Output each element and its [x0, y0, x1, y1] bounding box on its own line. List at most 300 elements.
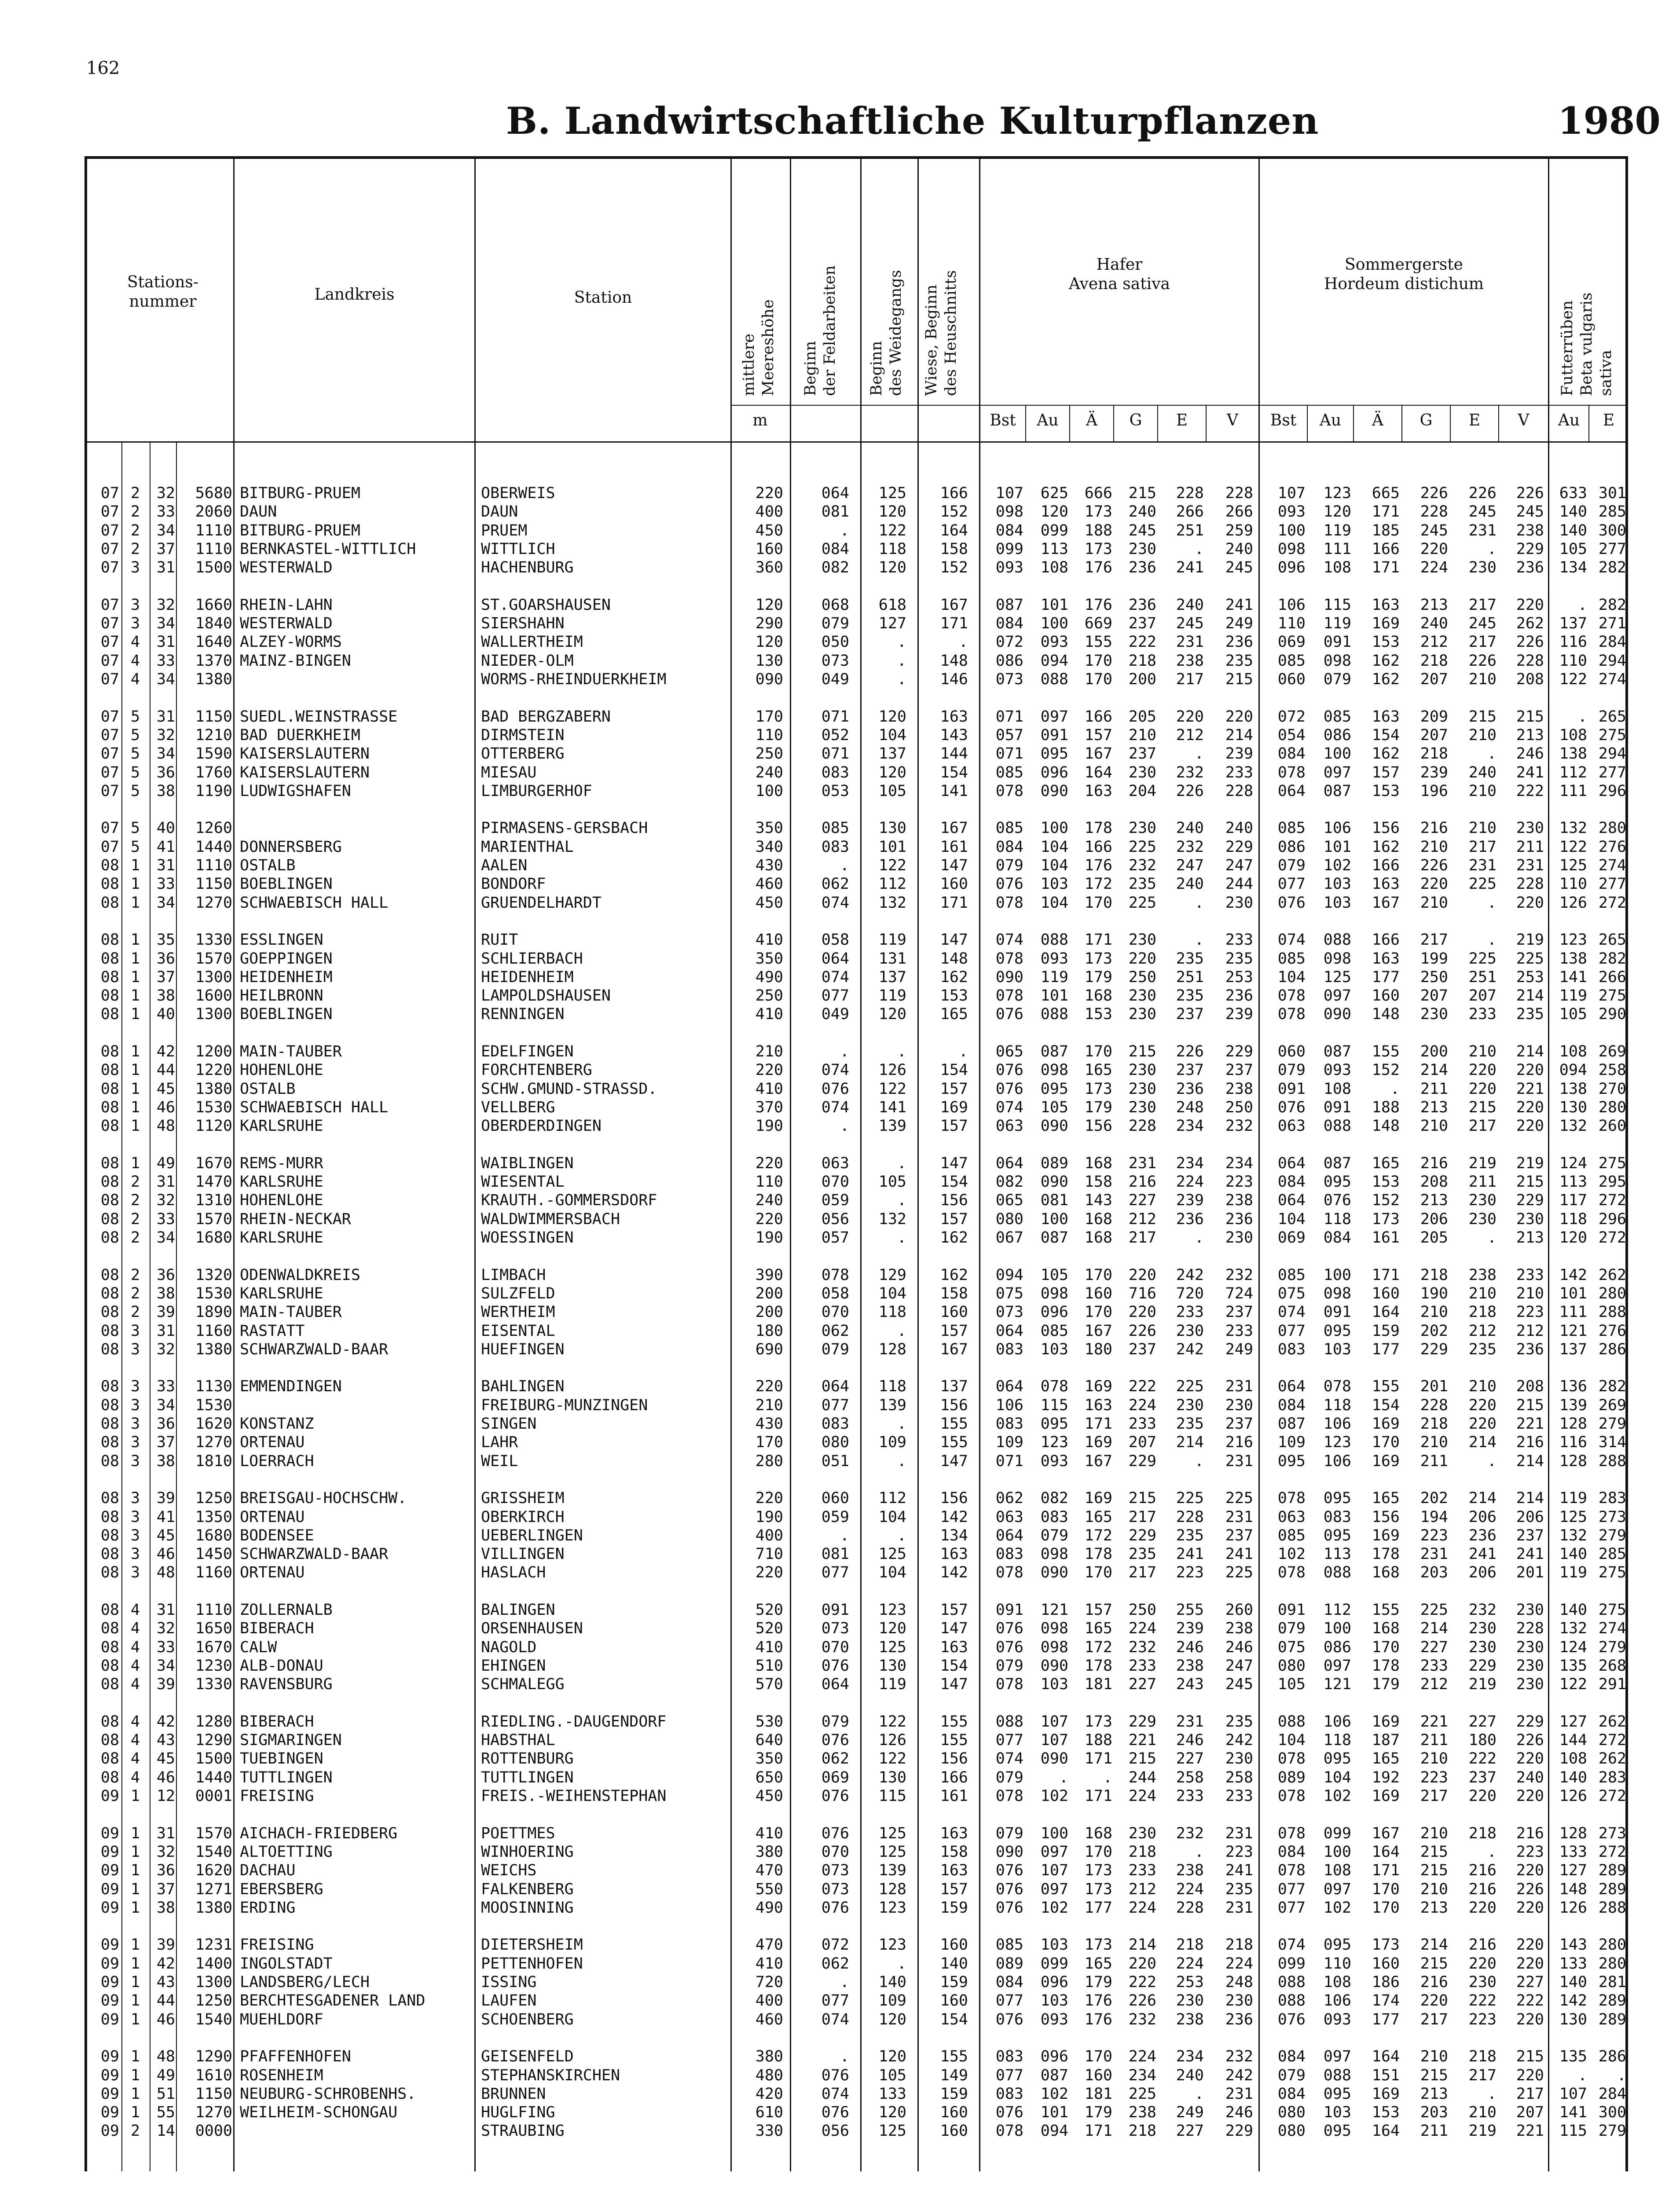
- cell-heuschnitt: 155: [940, 2048, 968, 2066]
- cell-hafer-v: 241: [1225, 596, 1253, 614]
- cell-region-code: 4: [130, 1657, 140, 1675]
- cell-district-code: 31: [156, 1173, 175, 1191]
- cell-landkreis: HEILBRONN: [240, 987, 323, 1005]
- cell-hafer-ae: 169: [1084, 1489, 1112, 1507]
- cell-gerste-ae: 168: [1372, 1564, 1400, 1582]
- cell-rueben-e: 291: [1598, 1676, 1626, 1694]
- cell-gerste-g: 215: [1420, 1954, 1448, 1973]
- cell-meereshoehe: 220: [755, 1061, 783, 1079]
- cell-gerste-v: 230: [1516, 1638, 1544, 1656]
- cell-district-code: 32: [156, 1843, 175, 1861]
- cell-hafer-ae: 669: [1084, 615, 1112, 633]
- cell-weidegang: 120: [878, 1620, 906, 1638]
- cell-gerste-au: 102: [1323, 1899, 1351, 1917]
- cell-region-code: 5: [130, 708, 140, 726]
- cell-meereshoehe: 290: [755, 615, 783, 633]
- cell-hafer-au: 101: [1040, 2104, 1068, 2122]
- cell-rueben-au: 116: [1559, 633, 1587, 651]
- cell-station: FREIBURG-MUNZINGEN: [481, 1396, 648, 1414]
- cell-gerste-au: 103: [1323, 894, 1351, 912]
- cell-landkreis: LUDWIGSHAFEN: [240, 782, 351, 800]
- cell-hafer-au: 101: [1040, 596, 1068, 614]
- cell-rueben-au: 128: [1559, 1824, 1587, 1842]
- cell-land-code: 07: [100, 763, 119, 781]
- cell-gerste-e: .: [1487, 2085, 1497, 2103]
- cell-hafer-bst: 076: [995, 1862, 1023, 1880]
- table-row: [0, 1005, 1680, 1023]
- cell-hafer-v: 258: [1225, 1768, 1253, 1786]
- cell-station-code: 1150: [195, 2085, 232, 2103]
- cell-gerste-g: 203: [1420, 2104, 1448, 2122]
- cell-gerste-e: 225: [1468, 875, 1497, 893]
- cell-station-code: 1130: [195, 1378, 232, 1396]
- cell-gerste-bst: 084: [1277, 1843, 1306, 1861]
- cell-feldarbeiten: 071: [821, 745, 849, 763]
- cell-station: ORSENHAUSEN: [481, 1620, 583, 1638]
- cell-hafer-ae: 157: [1084, 726, 1112, 744]
- cell-gerste-bst: 078: [1277, 1787, 1306, 1805]
- cell-meereshoehe: 450: [755, 1787, 783, 1805]
- cell-weidegang: 133: [878, 2085, 906, 2103]
- cell-gerste-bst: 105: [1277, 1676, 1306, 1694]
- cell-station: SINGEN: [481, 1415, 537, 1433]
- cell-gerste-ae: 153: [1372, 633, 1400, 651]
- cell-hafer-v: 246: [1225, 1638, 1253, 1656]
- cell-rueben-au: 113: [1559, 1173, 1587, 1191]
- cell-land-code: 08: [100, 1378, 119, 1396]
- cell-gerste-g: 250: [1420, 968, 1448, 986]
- cell-rueben-au: 125: [1559, 1508, 1587, 1526]
- cell-weidegang: 126: [878, 1061, 906, 1079]
- cell-land-code: 07: [100, 633, 119, 651]
- cell-rueben-e: 272: [1598, 1843, 1626, 1861]
- cell-gerste-au: 097: [1323, 987, 1351, 1005]
- cell-hafer-v: 223: [1225, 1173, 1253, 1191]
- cell-hafer-g: 232: [1128, 857, 1156, 874]
- cell-gerste-au: 118: [1323, 1396, 1351, 1414]
- table-row: [0, 1787, 1680, 1805]
- cell-landkreis: SUEDL.WEINSTRASSE: [240, 708, 398, 726]
- cell-feldarbeiten: 073: [821, 652, 849, 670]
- cell-station-code: 1300: [195, 1005, 232, 1023]
- cell-heuschnitt: 160: [940, 875, 968, 893]
- cell-gerste-g: 239: [1420, 763, 1448, 781]
- cell-gerste-e: 235: [1468, 1340, 1497, 1358]
- cell-land-code: 08: [100, 1043, 119, 1060]
- cell-feldarbeiten: 058: [821, 931, 849, 949]
- cell-hafer-au: 093: [1040, 2010, 1068, 2028]
- cell-gerste-ae: 171: [1372, 503, 1400, 521]
- cell-hafer-v: 244: [1225, 875, 1253, 893]
- cell-hafer-v: 245: [1225, 559, 1253, 577]
- cell-hafer-ae: 168: [1084, 1824, 1112, 1842]
- cell-district-code: 37: [156, 968, 175, 986]
- cell-hafer-g: 207: [1128, 1434, 1156, 1452]
- cell-gerste-au: 086: [1323, 1638, 1351, 1656]
- cell-gerste-e: 233: [1468, 1005, 1497, 1023]
- cell-gerste-v: 215: [1516, 2048, 1544, 2066]
- cell-hafer-e: 226: [1176, 782, 1204, 800]
- cell-heuschnitt: 137: [940, 1378, 968, 1396]
- cell-gerste-ae: 162: [1372, 838, 1400, 856]
- cell-gerste-bst: 086: [1277, 838, 1306, 856]
- cell-hafer-ae: 170: [1084, 1843, 1112, 1861]
- cell-station-code: 1570: [195, 1210, 232, 1228]
- cell-hafer-g: 230: [1128, 819, 1156, 837]
- cell-land-code: 08: [100, 1415, 119, 1433]
- cell-feldarbeiten: 060: [821, 1489, 849, 1507]
- cell-gerste-v: 237: [1516, 1526, 1544, 1544]
- cell-hafer-ae: 173: [1084, 1712, 1112, 1731]
- cell-heuschnitt: 147: [940, 931, 968, 949]
- cell-gerste-v: 219: [1516, 931, 1544, 949]
- cell-gerste-ae: 188: [1372, 1098, 1400, 1116]
- header-hafer: Hafer Avena sativa: [1069, 256, 1170, 293]
- cell-weidegang: 104: [878, 1284, 906, 1302]
- cell-hafer-bst: 076: [995, 1880, 1023, 1898]
- cell-hafer-e: 235: [1176, 1526, 1204, 1544]
- cell-weidegang: .: [897, 1192, 906, 1210]
- table-row: [0, 1098, 1680, 1117]
- cell-region-code: 4: [130, 652, 140, 670]
- cell-hafer-g: 230: [1128, 763, 1156, 781]
- cell-land-code: 08: [100, 1564, 119, 1582]
- cell-gerste-bst: 096: [1277, 559, 1306, 577]
- cell-hafer-au: 115: [1040, 1396, 1068, 1414]
- cell-hafer-v: 234: [1225, 1154, 1253, 1172]
- cell-hafer-e: 228: [1176, 1899, 1204, 1917]
- cell-rueben-e: 285: [1598, 1545, 1626, 1563]
- cell-gerste-v: 220: [1516, 1750, 1544, 1768]
- cell-gerste-au: 085: [1323, 708, 1351, 726]
- cell-hafer-au: 082: [1040, 1489, 1068, 1507]
- cell-hafer-v: 233: [1225, 1322, 1253, 1340]
- cell-rueben-au: 137: [1559, 615, 1587, 633]
- cell-hafer-bst: 076: [995, 1899, 1023, 1917]
- cell-gerste-e: 236: [1468, 1526, 1497, 1544]
- cell-station-code: 0001: [195, 1787, 232, 1805]
- cell-hafer-au: 625: [1040, 484, 1068, 502]
- cell-hafer-v: 724: [1225, 1284, 1253, 1302]
- cell-feldarbeiten: 073: [821, 1620, 849, 1638]
- cell-district-code: 36: [156, 950, 175, 968]
- hafer-sub-ae: Ä: [1086, 411, 1097, 429]
- cell-hafer-v: 248: [1225, 1973, 1253, 1991]
- cell-gerste-e: 212: [1468, 1322, 1497, 1340]
- cell-heuschnitt: 166: [940, 1768, 968, 1786]
- cell-weidegang: .: [897, 1154, 906, 1172]
- cell-gerste-ae: 177: [1372, 968, 1400, 986]
- cell-land-code: 08: [100, 931, 119, 949]
- cell-hafer-e: .: [1194, 894, 1204, 912]
- cell-hafer-bst: 071: [995, 1452, 1023, 1470]
- cell-hafer-e: 240: [1176, 2066, 1204, 2084]
- cell-gerste-g: 218: [1420, 1415, 1448, 1433]
- cell-hafer-g: 221: [1128, 1731, 1156, 1749]
- cell-heuschnitt: 158: [940, 1843, 968, 1861]
- cell-hafer-bst: 074: [995, 1750, 1023, 1768]
- table-row: [0, 1303, 1680, 1321]
- cell-landkreis: KARLSRUHE: [240, 1117, 323, 1135]
- cell-heuschnitt: 163: [940, 1545, 968, 1563]
- cell-region-code: 5: [130, 763, 140, 781]
- cell-station: WERTHEIM: [481, 1303, 555, 1321]
- cell-weidegang: 115: [878, 1787, 906, 1805]
- table-row: [0, 1117, 1680, 1135]
- cell-hafer-v: 241: [1225, 1545, 1253, 1563]
- cell-hafer-au: 094: [1040, 652, 1068, 670]
- cell-hafer-v: 235: [1225, 1712, 1253, 1731]
- cell-heuschnitt: 171: [940, 615, 968, 633]
- cell-feldarbeiten: 079: [821, 1712, 849, 1731]
- cell-rueben-e: 275: [1598, 726, 1626, 744]
- cell-station-code: 1250: [195, 1992, 232, 2010]
- cell-station-code: 1570: [195, 1824, 232, 1842]
- header-heuschnitt: Wiese, Beginn des Heuschnitts: [923, 270, 960, 396]
- table-row: [0, 1619, 1680, 1638]
- cell-hafer-ae: 171: [1084, 931, 1112, 949]
- cell-gerste-g: 207: [1420, 726, 1448, 744]
- cell-meereshoehe: 200: [755, 1303, 783, 1321]
- cell-weidegang: 130: [878, 1768, 906, 1786]
- table-row: [0, 1322, 1680, 1340]
- cell-gerste-ae: 160: [1372, 1954, 1400, 1973]
- cell-landkreis: RHEIN-NECKAR: [240, 1210, 351, 1228]
- cell-meereshoehe: 130: [755, 652, 783, 670]
- cell-hafer-au: 103: [1040, 1936, 1068, 1954]
- cell-hafer-g: 216: [1128, 1173, 1156, 1191]
- cell-hafer-bst: 064: [995, 1322, 1023, 1340]
- cell-heuschnitt: 147: [940, 1676, 968, 1694]
- cell-gerste-g: 211: [1420, 2122, 1448, 2140]
- cell-district-code: 42: [156, 1712, 175, 1731]
- cell-meereshoehe: 240: [755, 1192, 783, 1210]
- cell-station-code: 1590: [195, 745, 232, 763]
- cell-gerste-bst: 083: [1277, 1340, 1306, 1358]
- cell-district-code: 14: [156, 2122, 175, 2140]
- page-number: 162: [86, 58, 120, 78]
- cell-gerste-g: 203: [1420, 1564, 1448, 1582]
- cell-hafer-bst: 065: [995, 1043, 1023, 1060]
- cell-feldarbeiten: .: [840, 1117, 849, 1135]
- cell-land-code: 08: [100, 1545, 119, 1563]
- cell-gerste-bst: 063: [1277, 1508, 1306, 1526]
- cell-gerste-ae: 165: [1372, 1154, 1400, 1172]
- cell-rueben-au: 117: [1559, 1192, 1587, 1210]
- cell-rueben-e: 273: [1598, 1508, 1626, 1526]
- cell-station-code: 2060: [195, 503, 232, 521]
- cell-meereshoehe: 220: [755, 484, 783, 502]
- cell-hafer-ae: 163: [1084, 1396, 1112, 1414]
- cell-region-code: 3: [130, 615, 140, 633]
- cell-weidegang: 122: [878, 1080, 906, 1098]
- cell-district-code: 31: [156, 1601, 175, 1619]
- cell-landkreis: BREISGAU-HOCHSCHW.: [240, 1489, 407, 1507]
- cell-gerste-ae: 163: [1372, 875, 1400, 893]
- cell-district-code: 46: [156, 2010, 175, 2028]
- cell-gerste-e: 231: [1468, 857, 1497, 874]
- cell-gerste-au: 119: [1323, 615, 1351, 633]
- cell-heuschnitt: 156: [940, 1489, 968, 1507]
- cell-weidegang: .: [897, 1043, 906, 1060]
- cell-station: NAGOLD: [481, 1638, 537, 1656]
- cell-station: FREIS.-WEIHENSTEPHAN: [481, 1787, 667, 1805]
- cell-rueben-au: 140: [1559, 1973, 1587, 1991]
- cell-heuschnitt: 158: [940, 1284, 968, 1302]
- cell-gerste-v: 214: [1516, 987, 1544, 1005]
- cell-region-code: 1: [130, 894, 140, 912]
- cell-gerste-ae: 155: [1372, 1378, 1400, 1396]
- cell-station-code: 1220: [195, 1061, 232, 1079]
- cell-hafer-v: 247: [1225, 857, 1253, 874]
- cell-gerste-au: 118: [1323, 1210, 1351, 1228]
- cell-hafer-bst: 084: [995, 521, 1023, 539]
- cell-feldarbeiten: 074: [821, 1061, 849, 1079]
- cell-gerste-v: 230: [1516, 1601, 1544, 1619]
- cell-land-code: 07: [100, 671, 119, 688]
- hafer-sub-v: V: [1227, 411, 1238, 429]
- cell-hafer-ae: 173: [1084, 1936, 1112, 1954]
- table-row: [0, 540, 1680, 558]
- cell-hafer-e: 253: [1176, 1973, 1204, 1991]
- cell-gerste-e: 219: [1468, 1154, 1497, 1172]
- table-row: [0, 1954, 1680, 1973]
- cell-feldarbeiten: 052: [821, 726, 849, 744]
- cell-gerste-e: 251: [1468, 968, 1497, 986]
- cell-district-code: 48: [156, 1564, 175, 1582]
- cell-land-code: 08: [100, 1750, 119, 1768]
- cell-gerste-v: 214: [1516, 1452, 1544, 1470]
- cell-landkreis: BERNKASTEL-WITTLICH: [240, 540, 416, 558]
- cell-hafer-e: 239: [1176, 1192, 1204, 1210]
- cell-station: SCHOENBERG: [481, 2010, 574, 2028]
- cell-gerste-e: 210: [1468, 671, 1497, 688]
- cell-gerste-ae: 151: [1372, 2066, 1400, 2084]
- cell-hafer-e: 242: [1176, 1266, 1204, 1284]
- cell-station-code: 1380: [195, 1340, 232, 1358]
- cell-gerste-e: 220: [1468, 1954, 1497, 1973]
- cell-gerste-g: 225: [1420, 1601, 1448, 1619]
- cell-gerste-e: 220: [1468, 1396, 1497, 1414]
- cell-feldarbeiten: 073: [821, 1880, 849, 1898]
- cell-land-code: 09: [100, 2010, 119, 2028]
- cell-rueben-e: 276: [1598, 1322, 1626, 1340]
- cell-gerste-v: 220: [1516, 2010, 1544, 2028]
- cell-weidegang: 119: [878, 931, 906, 949]
- cell-gerste-ae: 163: [1372, 950, 1400, 968]
- cell-hafer-ae: 179: [1084, 1098, 1112, 1116]
- cell-hafer-bst: 078: [995, 1564, 1023, 1582]
- cell-hafer-ae: 153: [1084, 1005, 1112, 1023]
- cell-rueben-au: 141: [1559, 968, 1587, 986]
- cell-station-code: 1260: [195, 819, 232, 837]
- cell-hafer-bst: 071: [995, 745, 1023, 763]
- cell-heuschnitt: 163: [940, 1638, 968, 1656]
- cell-hafer-ae: 165: [1084, 1508, 1112, 1526]
- cell-station: HUEFINGEN: [481, 1340, 565, 1358]
- cell-hafer-au: 090: [1040, 1173, 1068, 1191]
- cell-meereshoehe: 250: [755, 987, 783, 1005]
- cell-rueben-e: 281: [1598, 1973, 1626, 1991]
- cell-meereshoehe: 340: [755, 838, 783, 856]
- cell-landkreis: SCHWAEBISCH HALL: [240, 1098, 389, 1116]
- cell-gerste-ae: 164: [1372, 1303, 1400, 1321]
- cell-hafer-bst: 099: [995, 540, 1023, 558]
- cell-hafer-ae: 165: [1084, 1620, 1112, 1638]
- cell-rueben-e: 272: [1598, 894, 1626, 912]
- cell-meereshoehe: 390: [755, 1266, 783, 1284]
- cell-feldarbeiten: 070: [821, 1173, 849, 1191]
- gerste-sub-e: E: [1468, 411, 1481, 429]
- cell-hafer-ae: 170: [1084, 671, 1112, 688]
- cell-district-code: 33: [156, 652, 175, 670]
- cell-region-code: 3: [130, 1396, 140, 1414]
- cell-land-code: 09: [100, 1824, 119, 1842]
- cell-district-code: 37: [156, 1880, 175, 1898]
- cell-hafer-g: 228: [1128, 1117, 1156, 1135]
- cell-hafer-e: 236: [1176, 1210, 1204, 1228]
- cell-hafer-ae: 177: [1084, 1899, 1112, 1917]
- cell-hafer-g: 230: [1128, 540, 1156, 558]
- cell-hafer-bst: 076: [995, 2010, 1023, 2028]
- cell-hafer-bst: 076: [995, 2104, 1023, 2122]
- header-sommergerste: Sommergerste Hordeum distichum: [1324, 256, 1484, 293]
- cell-gerste-bst: 054: [1277, 726, 1306, 744]
- cell-region-code: 4: [130, 1676, 140, 1694]
- cell-gerste-au: 079: [1323, 671, 1351, 688]
- cell-feldarbeiten: 062: [821, 1322, 849, 1340]
- cell-station: SCHLIERBACH: [481, 950, 583, 968]
- cell-meereshoehe: 170: [755, 708, 783, 726]
- cell-gerste-v: 228: [1516, 875, 1544, 893]
- hafer-sub-g: G: [1129, 411, 1142, 429]
- cell-region-code: 2: [130, 503, 140, 521]
- cell-heuschnitt: 160: [940, 2122, 968, 2140]
- cell-rueben-e: 282: [1598, 1378, 1626, 1396]
- cell-station-code: 1270: [195, 1434, 232, 1452]
- cell-gerste-au: 119: [1323, 521, 1351, 539]
- cell-region-code: 5: [130, 782, 140, 800]
- cell-weidegang: 141: [878, 1098, 906, 1116]
- cell-rueben-au: 126: [1559, 1899, 1587, 1917]
- cell-station: AALEN: [481, 857, 528, 874]
- cell-gerste-g: 213: [1420, 1192, 1448, 1210]
- cell-hafer-ae: 160: [1084, 2066, 1112, 2084]
- cell-station: PIRMASENS-GERSBACH: [481, 819, 648, 837]
- cell-gerste-v: 240: [1516, 1768, 1544, 1786]
- cell-heuschnitt: 167: [940, 596, 968, 614]
- cell-gerste-bst: 084: [1277, 1396, 1306, 1414]
- cell-meereshoehe: 690: [755, 1340, 783, 1358]
- cell-rueben-e: 284: [1598, 2085, 1626, 2103]
- cell-land-code: 08: [100, 857, 119, 874]
- cell-hafer-g: 217: [1128, 1508, 1156, 1526]
- cell-hafer-v: 228: [1225, 782, 1253, 800]
- cell-meereshoehe: 360: [755, 559, 783, 577]
- cell-hafer-au: 104: [1040, 857, 1068, 874]
- cell-station: RUIT: [481, 931, 518, 949]
- cell-land-code: 08: [100, 1712, 119, 1731]
- cell-hafer-au: 099: [1040, 521, 1068, 539]
- cell-gerste-g: 190: [1420, 1284, 1448, 1302]
- cell-hafer-ae: 172: [1084, 1526, 1112, 1544]
- cell-hafer-g: 222: [1128, 1378, 1156, 1396]
- cell-gerste-e: 237: [1468, 1768, 1497, 1786]
- cell-landkreis: ALB-DONAU: [240, 1657, 323, 1675]
- cell-region-code: 3: [130, 1564, 140, 1582]
- cell-gerste-bst: 074: [1277, 1303, 1306, 1321]
- cell-gerste-bst: 077: [1277, 875, 1306, 893]
